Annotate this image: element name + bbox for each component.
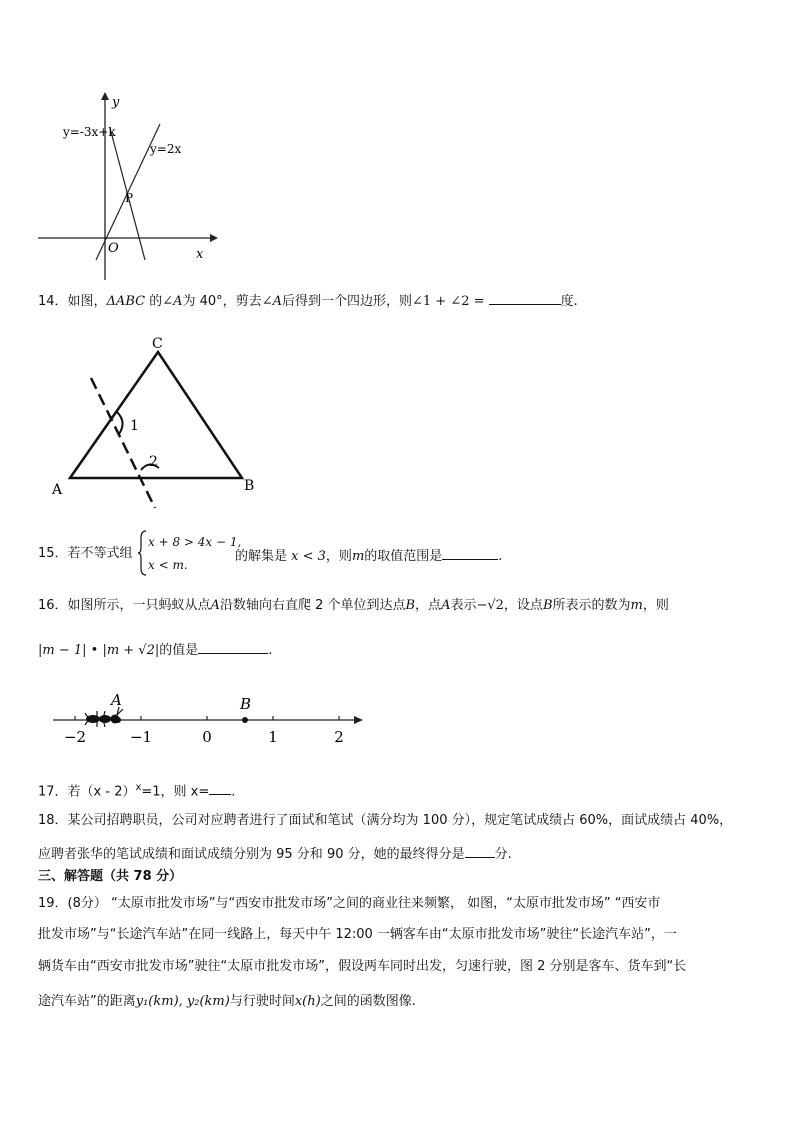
x-axis-arrow — [210, 234, 218, 242]
q14-text1: 的 — [145, 294, 163, 309]
q14-number: 14．如图， — [38, 294, 107, 309]
q17-end: . — [231, 784, 236, 800]
x-axis-label: x — [196, 247, 204, 262]
q19-line4-a: 途汽车站”的距离 — [38, 994, 136, 1009]
question-15-rest — [235, 545, 502, 566]
number-line-tick-label: 2 — [334, 728, 344, 746]
q19-line4-vars: y₁(km), y₂(km) — [135, 994, 230, 1009]
point-a-label: A — [111, 691, 122, 709]
q17-exponent: x — [135, 782, 142, 793]
question-18-line1: 18．某公司招聘职员，公司对应聘者进行了面试和笔试（满分均为 100 分），规定笔试成绩占 60%，面试成绩占 40%， — [38, 813, 733, 828]
question-15-prefix — [38, 545, 133, 563]
q16-value: −√2 — [476, 598, 504, 613]
y-axis-arrow — [101, 92, 109, 100]
q14-text3: 后得到一个四边形，则 — [281, 294, 412, 309]
q17-text: 17．若（x - 2） — [38, 784, 136, 800]
number-line-arrow — [354, 716, 363, 724]
q15-m: m — [351, 549, 365, 564]
q14-unit: 度. — [560, 294, 578, 309]
q14-text2: 为 40°，剪去 — [182, 294, 262, 309]
q14-expr: ∠1 + ∠2 = — [411, 294, 485, 309]
q17-answer-blank[interactable] — [209, 780, 231, 795]
y-axis-label: y — [112, 95, 120, 110]
vertex-b: B — [244, 478, 255, 494]
q14-answer-blank[interactable] — [489, 290, 561, 305]
vertex-c: C — [152, 336, 163, 352]
q18-end: 分. — [494, 847, 512, 862]
q16-a2: A — [441, 598, 451, 613]
q15-text2: ，则 — [325, 549, 352, 564]
question-19-line4 — [38, 993, 416, 1011]
q19-line4-b: 与行驶时间 — [229, 994, 295, 1009]
q15-brace — [137, 530, 147, 576]
q16-answer-blank[interactable] — [198, 639, 268, 654]
q14-angle-a2: ∠A — [261, 294, 282, 309]
q15-end: . — [498, 549, 503, 564]
q15-number: 15．若不等式组 — [38, 546, 133, 561]
point-a — [115, 717, 121, 723]
cut-line — [91, 378, 155, 508]
angle-2-label: 2 — [149, 454, 158, 470]
point-b — [242, 717, 248, 723]
q15-text1: 的解集是 — [235, 549, 288, 564]
figure-linear-functions — [30, 88, 230, 288]
figure-number-line — [45, 690, 375, 750]
question-19-line2: 批发市场”与“长途汽车站”在同一线路上，每天中午 12:00 一辆客车由“太原市批发市场”驶往“长途汽车站”，一 — [38, 927, 677, 942]
q19-line4-c: 之间的函数图像. — [320, 994, 416, 1009]
line2-label: y=2x — [150, 142, 182, 156]
q14-angle-a: ∠A — [162, 294, 183, 309]
q16-text5: 所表示的数为 — [552, 598, 631, 613]
q16-text6: ，则 — [642, 598, 669, 613]
q16-text4: ，设点 — [503, 598, 543, 613]
q14-triangle: ΔABC — [106, 294, 146, 309]
q15-condition: x < 3 — [291, 549, 326, 564]
q16-expression: |m − 1| • |m + √2| — [38, 643, 160, 658]
origin-label: O — [108, 241, 119, 256]
question-18-line2 — [38, 843, 512, 864]
question-17 — [38, 779, 235, 801]
q16-text1: 沿数轴向右直爬 2 个单位到达点 — [219, 598, 406, 613]
q18-line2-text: 应聘者张华的笔试成绩和面试成绩分别为 95 分和 90 分，她的最终得分是 — [38, 847, 465, 862]
q18-answer-blank[interactable] — [465, 843, 495, 858]
q15-answer-blank[interactable] — [442, 545, 498, 560]
question-19-line1: 19．(8分） “太原市批发市场”与“西安市批发市场”之间的商业往来频繁， 如图，“太原市批发市场” “西安市 — [38, 896, 661, 911]
q16-text3: 表示 — [450, 598, 477, 613]
number-line-tick-label: −1 — [129, 728, 153, 746]
question-19-line3: 辆货车由“西安市批发市场”驶往“太原市批发市场”，假设两车同时出发，匀速行驶，图 2 分别是客车、货车到“长 — [38, 959, 687, 974]
question-16-line1 — [38, 597, 669, 615]
angle-1-label: 1 — [130, 418, 139, 434]
line1-label: y=-3x+k — [63, 125, 116, 139]
number-line-tick-label: 1 — [268, 728, 278, 746]
number-line-tick-label: 0 — [202, 728, 212, 746]
question-16-line2 — [38, 639, 272, 660]
figure-triangle — [45, 330, 275, 520]
q15-inequality-2: x < m. — [148, 558, 188, 572]
section-3-heading: 三、解答题（共 78 分） — [38, 869, 183, 884]
q16-b2: B — [542, 598, 553, 613]
q15-inequality-1: x + 8 > 4x − 1, — [148, 535, 242, 549]
q16-number: 16．如图所示，一只蚂蚁从点 — [38, 598, 211, 613]
q16-text2: ，点 — [415, 598, 442, 613]
point-p-label: P — [125, 191, 134, 205]
q17-text2: =1，则 x= — [141, 784, 210, 800]
q16-end: . — [268, 643, 273, 658]
point-b-label: B — [240, 695, 252, 713]
q16-text7: 的值是 — [159, 643, 199, 658]
q16-b: B — [405, 598, 416, 613]
q16-a: A — [210, 598, 220, 613]
ant-icon — [85, 707, 123, 727]
q16-m: m — [630, 598, 643, 613]
question-14 — [38, 290, 578, 311]
q19-line4-x: x(h) — [294, 994, 321, 1009]
vertex-a: A — [52, 482, 63, 498]
q15-text3: 的取值范围是 — [364, 549, 443, 564]
number-line-tick-label: −2 — [63, 728, 87, 746]
